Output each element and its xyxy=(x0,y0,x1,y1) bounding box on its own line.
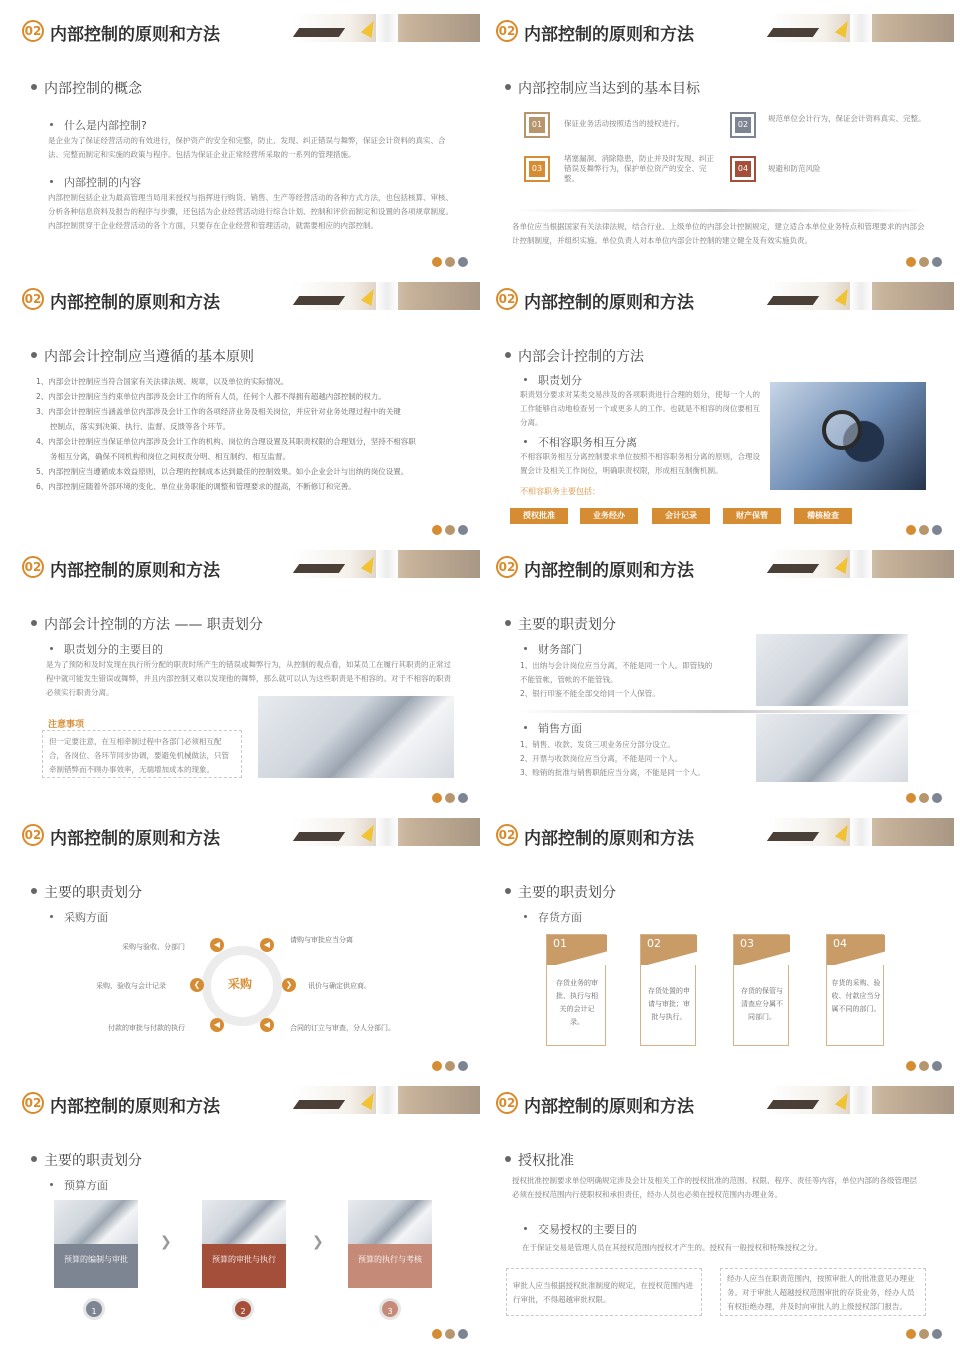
inventory-card xyxy=(640,934,696,1046)
slide-header xyxy=(480,10,954,54)
slide-title: 内部控制的原则和方法 xyxy=(50,25,220,45)
card-text: 存货的保管与清查应分属不同部门。 xyxy=(741,987,783,1021)
step-number: 1 xyxy=(83,1298,105,1320)
paragraph: 3、赊销的批准与销售职能应当分离，不能是同一个人。 xyxy=(520,768,705,777)
cycle-node-icon: ❮ xyxy=(190,978,204,992)
cycle-node-icon: ◀ xyxy=(210,1018,224,1032)
header-banner-image xyxy=(294,1086,480,1114)
paragraph: 是为了预防和及时发现在执行所分配的职责时所产生的错误或舞弊行为，从控制的观点看，如某员工在履行其职责的正常过程中就可能发生错误或舞弊，并且内部控制又难以发现他的舞弊，那么就可以认为这些职责是不相容的。对于不相容的职责必须实行职责分离。 xyxy=(46,660,451,697)
goal-text: 堵塞漏洞、消除隐患，防止并及时发现、纠正错误及舞弊行为，保护单位资产的安全、完整。 xyxy=(564,154,714,183)
subheading: 职责划分 xyxy=(538,374,582,387)
slide-title: 内部控制的原则和方法 xyxy=(524,561,694,581)
header-banner-image xyxy=(768,550,954,578)
slide-9 xyxy=(6,1076,480,1344)
slide-header xyxy=(6,814,480,858)
paragraph: 2、银行印鉴不能全部交给同一个人保管。 xyxy=(520,689,660,698)
note-title: 注意事项 xyxy=(48,720,85,730)
note-text: 不相容职务主要包括： xyxy=(520,487,600,496)
budget-step-label: 预算的执行与考核 xyxy=(348,1244,432,1288)
slide-header xyxy=(6,278,480,322)
header-banner-image xyxy=(294,14,480,42)
slide-title: 内部控制的原则和方法 xyxy=(50,1097,220,1117)
subheading: 交易授权的主要目的 xyxy=(538,1223,637,1236)
header-banner-image xyxy=(768,14,954,42)
divider xyxy=(516,710,926,713)
slide-title: 内部控制的原则和方法 xyxy=(524,1097,694,1117)
slide-dots xyxy=(903,252,942,262)
list-item: 4、内部会计控制应当保证单位内部涉及会计工作的机构、岗位的合理设置及其职责权限的合理划分，坚持不相容职 xyxy=(36,437,416,446)
budget-image xyxy=(54,1200,138,1244)
slide-header xyxy=(480,546,954,590)
budget-step-label: 预算的编制与审批 xyxy=(54,1244,138,1288)
slide-dots xyxy=(903,1324,942,1334)
card-text: 存货的采购、验收、付款应当分属不同的部门。 xyxy=(831,979,881,1013)
goal-text: 规范单位会计行为，保证会计资料真实、完整。 xyxy=(768,114,926,123)
subheading: 预算方面 xyxy=(64,1179,108,1192)
slide-header xyxy=(480,814,954,858)
paragraph: 1、销售、收款、发货三项业务应分部分设立。 xyxy=(520,740,675,749)
chevron-right-icon: ❯ xyxy=(160,1234,172,1250)
cycle-text: 采购、验收与会计记录 xyxy=(96,982,166,990)
card-text: 存货业务的审批、执行与相关的会计记录。 xyxy=(556,979,598,1026)
subheading: 销售方面 xyxy=(538,722,582,735)
subheading: 内部控制的内容 xyxy=(64,176,141,189)
section-heading: 内部控制应当达到的基本目标 xyxy=(518,78,700,98)
goal-badge: 04 xyxy=(730,156,756,182)
subheading: 采购方面 xyxy=(64,911,108,924)
goal-text: 保证业务活动按照适当的授权进行。 xyxy=(564,119,684,128)
slide-8 xyxy=(480,808,954,1076)
calculator-pen-image xyxy=(258,696,454,778)
card-number: 04 xyxy=(827,935,885,965)
section-badge: 02 xyxy=(496,1092,518,1114)
section-badge: 02 xyxy=(496,556,518,578)
cycle-node-icon: ◀ xyxy=(260,1018,274,1032)
budget-step-label: 预算的审批与执行 xyxy=(202,1244,286,1288)
list-item: 务相互分离，确保不同机构和岗位之间权责分明、相互制约、相互监督。 xyxy=(50,452,290,461)
header-banner-image xyxy=(768,1086,954,1114)
budget-image xyxy=(348,1200,432,1244)
slide-dots xyxy=(903,788,942,798)
section-badge: 02 xyxy=(496,288,518,310)
slide-3 xyxy=(6,272,480,540)
info-box: 经办人应当在职责范围内，按照审批人的批准意见办理业务。对于审批人超越授权范围审批的存货业务，经办人员有权拒绝办理，并及时向审批人的上级授权部门报告。 xyxy=(720,1268,926,1316)
subheading: 财务部门 xyxy=(538,643,582,656)
section-heading: 内部会计控制的方法 xyxy=(518,346,644,366)
slide-dots xyxy=(429,1056,468,1066)
goal-badge: 03 xyxy=(524,156,550,182)
handshake-calculator-image xyxy=(756,714,908,782)
section-heading: 主要的职责划分 xyxy=(518,882,616,902)
list-item: 1、内部会计控制应当符合国家有关法律法规、规章，以及单位的实际情况。 xyxy=(36,377,289,386)
slide-4 xyxy=(480,272,954,540)
step-number: 3 xyxy=(379,1298,401,1320)
section-badge: 02 xyxy=(22,824,44,846)
subheading: 存货方面 xyxy=(538,911,582,924)
card-number: 01 xyxy=(547,935,607,965)
cycle-node-icon: ❯ xyxy=(282,978,296,992)
subheading: 不相容职务相互分离 xyxy=(538,436,637,449)
slide-dots xyxy=(903,1056,942,1066)
list-item: 3、内部会计控制应当涵盖单位内部涉及会计工作的各项经济业务及相关岗位，并应针对业务处理过程中的关键 xyxy=(36,407,401,416)
section-heading: 主要的职责划分 xyxy=(518,614,616,634)
goal-badge: 02 xyxy=(730,112,756,138)
section-heading: 主要的职责划分 xyxy=(44,882,142,902)
section-heading: 内部会计控制的方法 —— 职责划分 xyxy=(44,614,263,634)
slide-header xyxy=(480,1082,954,1126)
section-heading: 内部会计控制应当遵循的基本原则 xyxy=(44,346,254,366)
section-badge: 02 xyxy=(22,556,44,578)
duty-tag: 会计记录 xyxy=(652,508,710,524)
slide-title: 内部控制的原则和方法 xyxy=(524,25,694,45)
budget-image xyxy=(202,1200,286,1244)
header-banner-image xyxy=(294,282,480,310)
paragraph: 在于保证交易是管理人员在其授权范围内授权才产生的。授权有一般授权和特殊授权之分。 xyxy=(522,1243,822,1252)
slide-dots xyxy=(429,1324,468,1334)
paragraph: 1、出纳与会计岗位应当分离，不能是同一个人。即管钱的不能管帐，管帐的不能管钱。 xyxy=(520,661,713,684)
slide-title: 内部控制的原则和方法 xyxy=(524,829,694,849)
chevron-right-icon: ❯ xyxy=(312,1234,324,1250)
slide-dots xyxy=(903,520,942,530)
section-badge: 02 xyxy=(22,288,44,310)
paragraph: 授权批准控制要求单位明确规定涉及会计及相关工作的授权批准的范围、权限、程序、责任等内容，单位内部的各级管理层必须在授权范围内行使职权和承担责任，经办人员也必须在授权范围内办理业务。 xyxy=(512,1176,917,1199)
list-item: 5、内部控制应当遵循成本效益原则，以合理的控制成本达到最佳的控制效果。如小企业会计与出纳的岗位设置。 xyxy=(36,467,409,476)
header-banner-image xyxy=(768,818,954,846)
header-banner-image xyxy=(294,818,480,846)
slide-6 xyxy=(480,540,954,808)
cycle-node-icon: ◀ xyxy=(210,938,224,952)
cycle-center-label: 采购 xyxy=(228,977,253,991)
magnifier-business-image xyxy=(770,382,926,490)
paragraph: 各单位应当根据国家有关法律法规，结合行业、上级单位的内部会计控制规定，建立适合本单位业务特点和管理要求的内部会计控制制度，并组织实施。单位负责人对本单位内部会计控制的建立健全及有效实施负责。 xyxy=(512,222,925,245)
cycle-text: 付款的审批与付款的执行 xyxy=(108,1024,185,1032)
section-heading: 主要的职责划分 xyxy=(44,1150,142,1170)
slide-7 xyxy=(6,808,480,1076)
step-number: 2 xyxy=(232,1298,254,1320)
magnifier-icon xyxy=(822,410,862,450)
paragraph: 职责划分要求对某类交易涉及的各项职责进行合理的划分，使每一个人的工作能够自动地检查另一个或更多人的工作。也就是不相容的岗位要相互分离。 xyxy=(520,390,760,427)
header-banner-image xyxy=(768,282,954,310)
info-box: 审批人应当根据授权批准制度的规定，在授权范围内进行审批，不得超越审批权限。 xyxy=(506,1268,702,1316)
cycle-text: 讯价与确定供应商。 xyxy=(308,982,371,990)
section-heading: 授权批准 xyxy=(518,1150,574,1170)
divider xyxy=(514,209,924,212)
slide-2 xyxy=(480,4,954,272)
section-badge: 02 xyxy=(22,20,44,42)
list-item: 2、内部会计控制应当约束单位内部涉及会计工作的所有人员，任何个人都不得拥有超越内部控制的权力。 xyxy=(36,392,386,401)
subheading: 职责划分的主要目的 xyxy=(64,643,163,656)
paragraph: 2、开票与收款岗位应当分离，不能是同一个人。 xyxy=(520,754,683,763)
slide-1 xyxy=(6,4,480,272)
section-badge: 02 xyxy=(496,20,518,42)
cycle-text: 采购与验收、分部门 xyxy=(122,943,185,951)
duty-tag: 授权批准 xyxy=(510,508,568,524)
paragraph: 不相容职务相互分离控制要求单位按照不相容职务相分离的原则，合理设置会计及相关工作岗位，明确职责权限，形成相互制衡机制。 xyxy=(520,452,760,475)
slide-header xyxy=(6,1082,480,1126)
duty-tag: 业务经办 xyxy=(580,508,638,524)
duty-tag: 稽核检查 xyxy=(794,508,852,524)
cycle-text: 合同的订立与审查，分人分部门。 xyxy=(290,1024,395,1032)
inventory-card xyxy=(546,934,606,1046)
section-badge: 02 xyxy=(496,824,518,846)
cycle-text: 请购与审批应当分离 xyxy=(290,936,353,944)
card-number: 02 xyxy=(641,935,697,965)
header-banner-image xyxy=(294,550,480,578)
goal-badge: 01 xyxy=(524,112,550,138)
calculator-image xyxy=(756,634,908,706)
slide-dots xyxy=(429,520,468,530)
inventory-card xyxy=(826,934,884,1046)
slide-dots xyxy=(429,252,468,262)
slide-header xyxy=(6,10,480,54)
list-item: 6、内部控制应随着外部环境的变化、单位业务职能的调整和管理要求的提高，不断修订和完善。 xyxy=(36,482,356,491)
slide-title: 内部控制的原则和方法 xyxy=(50,561,220,581)
slide-title: 内部控制的原则和方法 xyxy=(50,829,220,849)
slide-title: 内部控制的原则和方法 xyxy=(524,293,694,313)
card-text: 存货处置的申请与审批；审批与执行。 xyxy=(648,987,690,1021)
slide-title: 内部控制的原则和方法 xyxy=(50,293,220,313)
slide-header xyxy=(6,546,480,590)
duty-tag: 财产保管 xyxy=(723,508,781,524)
slide-10 xyxy=(480,1076,954,1344)
subheading: 什么是内部控制? xyxy=(64,119,147,132)
section-heading: 内部控制的概念 xyxy=(44,78,142,98)
note-box: 但一定要注意，在互相牵制过程中各部门必须相互配合，各岗位、各环节同步协调，要避免机械做法，只管牵制错弊而不顾办事效率，无端增加成本的现象。 xyxy=(42,730,242,778)
slide-5 xyxy=(6,540,480,808)
section-badge: 02 xyxy=(22,1092,44,1114)
slide-dots xyxy=(429,788,468,798)
list-item: 控制点，落实到决策、执行、监督、反馈等各个环节。 xyxy=(50,422,230,431)
paragraph: 是企业为了保证经营活动的有效进行，保护资产的安全和完整，防止、发现、纠正错误与舞弊，保证会计资料的真实、合法、完整而制定和实施的政策与程序。包括为保证企业正常经营所采取的一系列的管理措施。 xyxy=(48,136,446,159)
slide-header xyxy=(480,278,954,322)
card-number: 03 xyxy=(734,935,790,965)
goal-text: 规避和防范风险 xyxy=(768,164,821,173)
principles-list xyxy=(36,374,466,494)
cycle-node-icon: ◀ xyxy=(260,938,274,952)
inventory-card xyxy=(733,934,789,1046)
paragraph: 内部控制包括企业为最高管理当局用来授权与指挥进行购货、销售、生产等经营活动的各种方式方法，也包括核算、审核、分析各种信息资料及报告的程序与步骤，还包括为企业经营活动进行综合计划、控制和评价而制定和设置的各项规章制度。内部控制贯穿于企业经营活动的各个方面，只要存在企业经营和管理活动，就需要相应的内部控制。 xyxy=(48,193,453,230)
